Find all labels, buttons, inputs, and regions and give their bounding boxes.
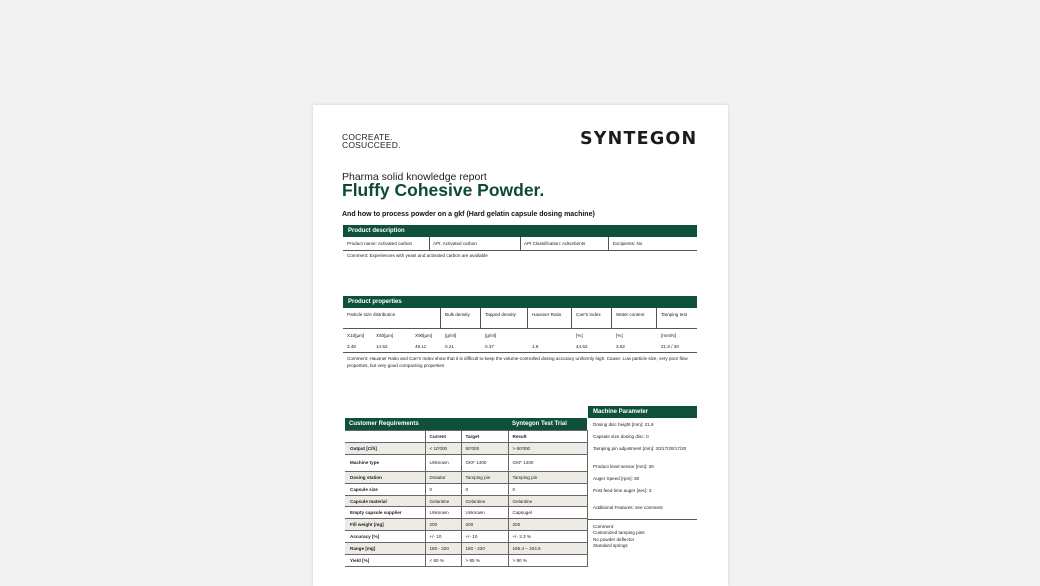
api-cell: API: Activated carbon (433, 241, 477, 246)
x50-unit: X50[µm] (376, 333, 394, 338)
row-label: Empty capsule supplier (345, 507, 425, 519)
divider (343, 250, 697, 251)
row-label: Yield [%] (345, 555, 425, 567)
product-description-comment: Comment: Experiences with yeast and activated carbon are available (347, 253, 488, 258)
test-trial-header: Syntegon Test Trial (508, 418, 587, 431)
result-value: 200 (508, 519, 587, 531)
current-value: 180 - 220 (425, 543, 461, 555)
target-value: GKF 1400 (461, 454, 508, 471)
excipients-cell: Excipients: No (613, 241, 643, 246)
target-value: > 85 % (461, 555, 508, 567)
tapped-value: 0.37 (485, 344, 494, 349)
x90-unit: X90[µm] (415, 333, 433, 338)
machine-comment-line: Standard springs (593, 542, 628, 548)
water-content-header: Water content (616, 312, 645, 317)
hausner-header: Hausner Ratio (532, 312, 562, 317)
customer-requirements-header: Customer Requirements (345, 418, 508, 431)
current-value: < 10'000 (425, 442, 461, 454)
mp-dosing-disc: Dosing disc height [mm]: 21.8 (593, 422, 654, 427)
carrs-value: 44.52 (576, 344, 588, 349)
target-value: 50'000 (461, 442, 508, 454)
tamping-header: Tamping test (661, 312, 688, 317)
target-value: 180 - 220 (461, 543, 508, 555)
result-value: > 60'000 (508, 442, 587, 454)
table-row (345, 471, 587, 483)
mp-additional-features: Additional Features: see comment (593, 505, 663, 510)
divider (480, 308, 481, 328)
result-value: +/- 2.3 % (508, 531, 587, 543)
result-value: > 90 % (508, 555, 587, 567)
x50-value: 14.52 (376, 344, 388, 349)
current-value: Gelantine (425, 495, 461, 507)
logo-line-2: COSUCCEED. (342, 140, 401, 150)
product-description-band: Product description (343, 225, 697, 237)
divider (656, 308, 657, 328)
row-label: Output [C/h] (345, 442, 425, 454)
table-row (345, 454, 587, 471)
machine-comment-line: No powder deflector (593, 536, 635, 542)
machine-comment-line: Customized tamping pins (593, 530, 645, 536)
cocreate-logo (342, 133, 401, 149)
mp-capsule-disc: Capsule size dosing disc: 0 (593, 434, 649, 439)
row-label: Accuracy [%] (345, 531, 425, 543)
syntegon-logo: SYNTEGON (580, 129, 698, 149)
product-name-cell: Product name: Activated carbon (347, 241, 413, 246)
mp-auger-speed: Auger Speed [rpm]: 60 (593, 476, 640, 481)
tapped-density-header: Tapped density (485, 312, 516, 317)
current-value: 200 (425, 519, 461, 531)
divider (527, 308, 528, 328)
current-subheader: Current (425, 431, 461, 443)
x90-value: 49.11 (415, 344, 427, 349)
row-label: Range [mg] (345, 543, 425, 555)
carrs-unit: [%] (576, 333, 583, 338)
result-value: Tamping pin (508, 471, 587, 483)
x10-unit: X10[µm] (347, 333, 365, 338)
logo-line-1: COCREATE. (342, 132, 393, 142)
mp-tamping-pin: Tamping pin adjustment [mm]: 20/17/20/17/20 (593, 446, 687, 451)
target-value: Gelantine (461, 495, 508, 507)
table-row (345, 483, 587, 495)
table-row (345, 555, 587, 567)
table-row (345, 507, 587, 519)
product-properties-band: Product properties (343, 296, 697, 308)
blank-subheader (345, 431, 425, 443)
target-subheader: Target (461, 431, 508, 443)
tapped-unit: [g/ml] (485, 333, 497, 338)
target-value: 0 (461, 483, 508, 495)
target-value: 200 (461, 519, 508, 531)
report-page (313, 105, 728, 586)
divider (520, 237, 521, 250)
hausner-value: 1.8 (532, 344, 539, 349)
water-value: 3.62 (616, 344, 625, 349)
tamping-unit: [mm/N] (661, 333, 676, 338)
row-label: Capsule material (345, 495, 425, 507)
psd-header: Particle size distribution (347, 312, 396, 317)
bulk-value: 0.21 (445, 344, 454, 349)
divider (343, 328, 697, 329)
row-label: Machine type (345, 454, 425, 471)
current-value: < 60 % (425, 555, 461, 567)
carrs-header: Carr's Index (576, 312, 601, 317)
current-value: Unknown (425, 507, 461, 519)
divider (343, 352, 697, 353)
table-row (345, 519, 587, 531)
table-row (345, 543, 587, 555)
table-row (345, 531, 587, 543)
target-value: Unknown (461, 507, 508, 519)
water-unit: [%] (616, 333, 623, 338)
machine-comment-title: Comment: (593, 524, 615, 529)
requirements-table (345, 418, 588, 567)
divider (440, 308, 441, 328)
divider (571, 308, 572, 328)
divider (588, 519, 697, 520)
row-label: Dosing station (345, 471, 425, 483)
target-value: Tamping pin (461, 471, 508, 483)
result-value: 195.4 – 204.6 (508, 543, 587, 555)
report-subtitle: Pharma solid knowledge report (342, 171, 487, 183)
report-heading: And how to process powder on a gkf (Hard gelatin capsule dosing machine) (342, 211, 595, 218)
tamping-value: 21.8 / 30 (661, 344, 679, 349)
target-value: +/- 10 (461, 531, 508, 543)
divider (611, 308, 612, 328)
result-value: 0 (508, 483, 587, 495)
table-row (345, 442, 587, 454)
bulk-unit: [g/ml] (445, 333, 457, 338)
api-classification-cell: API Classification: Adsorbents (524, 241, 586, 246)
machine-comment (593, 524, 713, 549)
mp-level-sensor: Product level sensor [mm]: 35 (593, 464, 654, 469)
result-value: GKF 1400 (508, 454, 587, 471)
current-value: +/- 10 (425, 531, 461, 543)
table-row (345, 495, 587, 507)
row-label: Capsule size (345, 483, 425, 495)
divider (429, 237, 430, 250)
result-value: Capsugel (508, 507, 587, 519)
machine-parameter-band: Machine Parameter (588, 406, 697, 418)
divider (608, 237, 609, 250)
report-title: Fluffy Cohesive Powder. (342, 180, 545, 200)
x10-value: 3.46 (347, 344, 356, 349)
result-subheader: Result (508, 431, 587, 443)
current-value: 0 (425, 483, 461, 495)
current-value: Unknown (425, 454, 461, 471)
bulk-density-header: Bulk density (445, 312, 470, 317)
product-properties-comment: Comment: Hausner Ratio and Carr's Index show that it is difficult to keep the volume-controlled dosing accuracy uniformly high. Cause: Low particle size, very poor flow properties, but very good compacting properties (347, 356, 688, 368)
current-value: Dosator (425, 471, 461, 483)
row-label: Fill weight [mg] (345, 519, 425, 531)
mp-post-feed: Post feed time auger [sec]: 3 (593, 488, 652, 493)
result-value: Gelantine (508, 495, 587, 507)
